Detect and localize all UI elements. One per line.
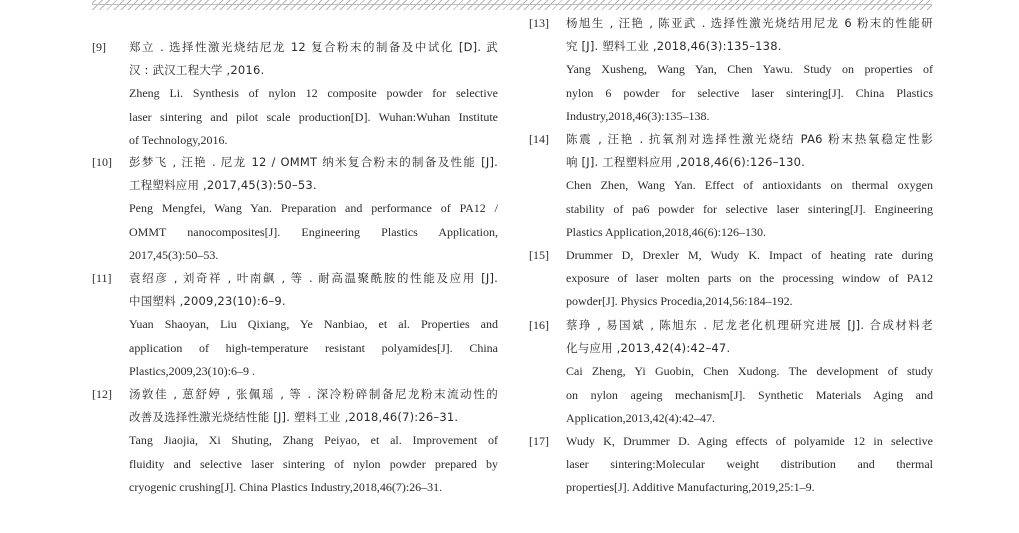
reference-text-line: fluidity and selective laser sintering of nylon powder prepared by — [129, 456, 498, 471]
reference-text-line: on nylon ageing mechanism[J]. Synthetic Materials Aging and — [566, 387, 933, 402]
reference-text-line: 改善及选择性激光烧结性能 [J]. 塑料工业 ,2018,46(7):26–31. — [129, 410, 459, 425]
reference-text-line: 究 [J]. 塑料工业 ,2018,46(3):135–138. — [566, 39, 782, 54]
reference-text-line: exposure of laser molten parts on the processing window of PA12 — [566, 271, 933, 286]
reference-text-line: 化与应用 ,2013,42(4):42–47. — [566, 341, 731, 356]
reference-text-line: laser sintering:Molecular weight distribution and thermal — [566, 457, 933, 472]
reference-text-line: 郑立 . 选择性激光烧结尼龙 12 复合粉末的制备及中试化 [D]. 武 — [129, 40, 498, 54]
reference-number: [10] — [92, 155, 112, 169]
reference-text-line: Yang Xusheng, Wang Yan, Chen Yawu. Study on properties of — [566, 62, 933, 77]
reference-text-line: 中国塑料 ,2009,23(10):6–9. — [129, 294, 286, 309]
reference-text-line: properties[J]. Additive Manufacturing,2019,25:1–9. — [566, 480, 815, 495]
reference-text-line: laser sintering and pilot scale production[D]. Wuhan:Wuhan Institute — [129, 109, 498, 124]
reference-text-line: Application,2013,42(4):42–47. — [566, 410, 715, 425]
reference-text-line: Yuan Shaoyan, Liu Qixiang, Ye Nanbiao, et al. Properties and — [129, 317, 498, 332]
reference-number: [11] — [92, 271, 112, 285]
reference-text-line: stability of pa6 powder for selective laser sintering[J]. Engineering — [566, 201, 933, 216]
reference-text-line: Plastics Application,2018,46(6):126–130. — [566, 224, 766, 239]
reference-text-line: 2017,45(3):50–53. — [129, 247, 219, 262]
reference-text-line: Wudy K, Drummer D. Aging effects of polyamide 12 in selective — [566, 434, 933, 448]
reference-text-line: 袁绍彦 , 刘奇祥 , 叶南飙 , 等 . 耐高温聚酰胺的性能及应用 [J]. — [129, 271, 498, 285]
reference-text-line: Drummer D, Drexler M, Wudy K. Impact of heating rate during — [566, 248, 933, 262]
reference-number: [16] — [529, 318, 549, 332]
reference-text-line: 蔡琤 , 易国斌 , 陈旭东 . 尼龙老化机理研究进展 [J]. 合成材料老 — [566, 318, 933, 332]
reference-number: [12] — [92, 387, 112, 401]
reference-number: [9] — [92, 40, 106, 54]
reference-number: [14] — [529, 132, 549, 146]
reference-text-line: 响 [J]. 工程塑料应用 ,2018,46(6):126–130. — [566, 155, 805, 170]
reference-text-line: powder[J]. Physics Procedia,2014,56:184–192. — [566, 294, 793, 309]
reference-text-line: 汤敦佳 , 葸舒婷 , 张佩瑶 , 等 . 深冷粉碎制备尼龙粉末流动性的 — [129, 387, 498, 401]
reference-text-line: OMMT nanocomposites[J]. Engineering Plastics Application, — [129, 224, 498, 239]
reference-text-line: application of high-temperature resistant polyamides[J]. China — [129, 340, 498, 355]
reference-text-line: Cai Zheng, Yi Guobin, Chen Xudong. The development of study — [566, 364, 933, 379]
reference-text-line: Peng Mengfei, Wang Yan. Preparation and performance of PA12 / — [129, 201, 498, 216]
reference-text-line: 工程塑料应用 ,2017,45(3):50–53. — [129, 178, 317, 193]
reference-text-line: 杨旭生 , 汪艳 , 陈亚武 . 选择性激光烧结用尼龙 6 粉末的性能研 — [566, 16, 933, 30]
reference-text-line: Plastics,2009,23(10):6–9 . — [129, 363, 255, 378]
reference-text-line: cryogenic crushing[J]. China Plastics Industry,2018,46(7):26–31. — [129, 479, 443, 494]
reference-text-line: Industry,2018,46(3):135–138. — [566, 108, 710, 123]
reference-number: [13] — [529, 16, 549, 30]
reference-number: [15] — [529, 248, 549, 262]
reference-number: [17] — [529, 434, 549, 448]
reference-text-line: Tang Jiaojia, Xi Shuting, Zhang Peiyao, et al. Improvement of — [129, 433, 498, 448]
header-decorative-rule — [92, 0, 932, 10]
reference-text-line: nylon 6 powder for selective laser sintering[J]. China Plastics — [566, 85, 933, 100]
reference-text-line: Zheng Li. Synthesis of nylon 12 composite powder for selective — [129, 86, 498, 101]
reference-text-line: 陈震 , 汪艳 . 抗氧剂对选择性激光烧结 PA6 粉末热氧稳定性影 — [566, 132, 933, 146]
reference-text-line: 汉 : 武汉工程大学 ,2016. — [129, 63, 265, 78]
reference-text-line: of Technology,2016. — [129, 132, 228, 147]
reference-text-line: Chen Zhen, Wang Yan. Effect of antioxidants on thermal oxygen — [566, 178, 933, 193]
reference-text-line: 彭梦飞 , 汪艳 . 尼龙 12 / OMMT 纳米复合粉末的制备及性能 [J]. — [129, 155, 498, 169]
